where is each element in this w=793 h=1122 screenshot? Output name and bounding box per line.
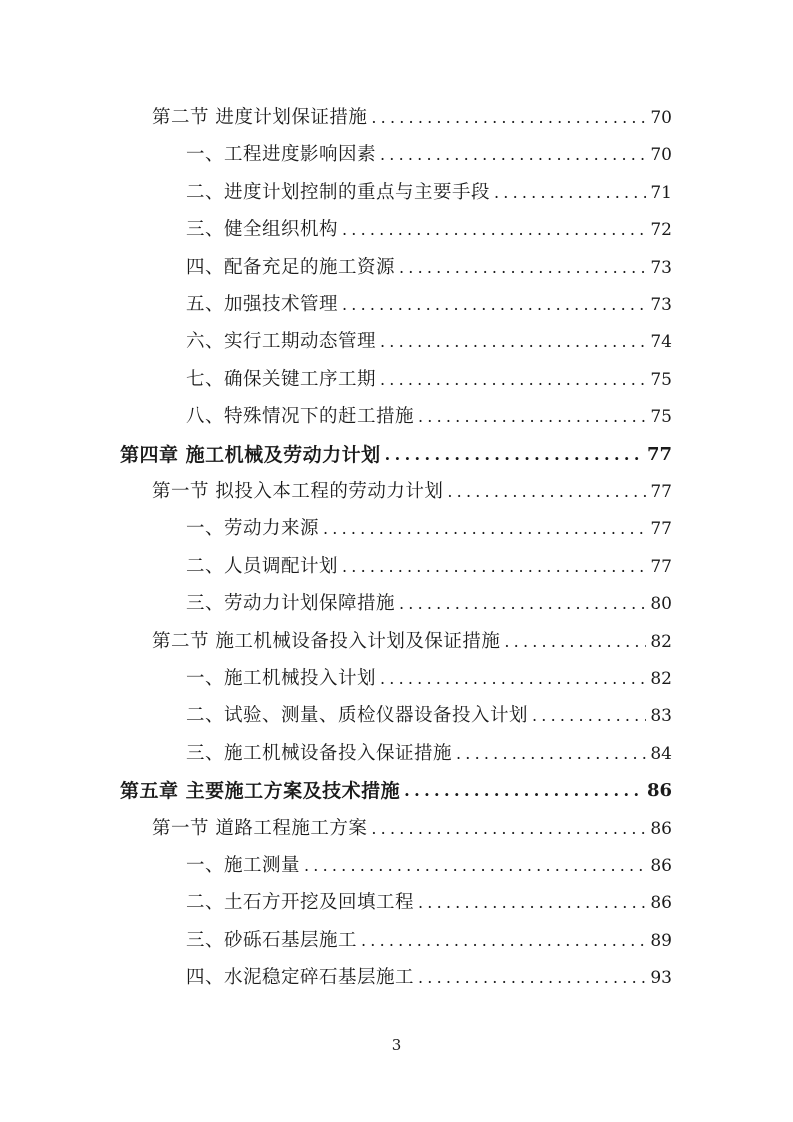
toc-item-entry[interactable]	[186, 399, 672, 435]
toc-leader-dots	[418, 399, 646, 435]
toc-item-entry[interactable]	[186, 175, 672, 211]
toc-item-entry[interactable]	[186, 960, 672, 996]
toc-leader-dots	[361, 923, 646, 959]
toc-entry-page: 72	[650, 220, 672, 241]
toc-entry-page: 75	[650, 369, 672, 390]
toc-entry-title: 第一节 拟投入本工程的劳动力计划	[152, 481, 444, 502]
toc-item-entry[interactable]	[186, 586, 672, 622]
toc-item-entry[interactable]	[186, 287, 672, 323]
toc-leader-dots	[371, 100, 646, 136]
toc-item-entry[interactable]	[186, 362, 672, 398]
toc-entry-title: 七、确保关键工序工期	[186, 368, 377, 390]
toc-entry-title: 三、劳动力计划保障措施	[186, 593, 396, 615]
toc-item-entry[interactable]	[186, 698, 672, 734]
toc-entry-title: 第二节 施工机械设备投入计划及保证措施	[152, 630, 501, 652]
toc-leader-dots	[385, 437, 643, 473]
toc-entry-page: 70	[650, 145, 672, 166]
toc-entry-page: 70	[650, 108, 672, 128]
toc-entry-title: 第二节 进度计划保证措施	[152, 107, 368, 128]
toc-item-entry[interactable]	[186, 736, 672, 772]
toc-entry-title: 二、土石方开挖及回填工程	[186, 892, 415, 914]
toc-entry-page: 77	[650, 482, 672, 502]
toc-entry-title: 六、实行工期动态管理	[186, 331, 377, 353]
toc-section-entry[interactable]	[152, 100, 672, 136]
toc-entry-page: 80	[650, 594, 672, 615]
toc-entry-page: 71	[650, 182, 672, 203]
toc-leader-dots	[371, 811, 646, 847]
toc-leader-dots	[380, 137, 646, 173]
toc-entry-title: 二、进度计划控制的重点与主要手段	[186, 181, 491, 203]
toc-item-entry[interactable]	[186, 923, 672, 959]
toc-item-entry[interactable]	[186, 511, 672, 547]
toc-entry-page: 75	[650, 407, 672, 428]
toc-leader-dots	[404, 773, 643, 809]
toc-entry-page: 84	[650, 743, 672, 764]
toc-entry-title: 五、加强技术管理	[186, 294, 339, 315]
toc-leader-dots	[494, 175, 646, 211]
toc-entry-title: 一、施工机械投入计划	[186, 668, 377, 689]
toc-entry-title: 一、工程进度影响因素	[186, 144, 377, 166]
toc-leader-dots	[380, 362, 646, 398]
toc-item-entry[interactable]	[186, 848, 672, 884]
toc-leader-dots	[399, 250, 646, 286]
toc-item-entry[interactable]	[186, 212, 672, 248]
toc-entry-page: 73	[650, 257, 672, 278]
toc-chapter-entry[interactable]	[120, 773, 672, 809]
toc-entry-page: 89	[650, 930, 672, 951]
toc-leader-dots	[532, 698, 646, 734]
toc-entry-page: 93	[650, 968, 672, 989]
toc-leader-dots	[323, 511, 646, 547]
toc-section-entry[interactable]	[152, 624, 672, 660]
toc-entry-title: 二、试验、测量、质检仪器设备投入计划	[186, 705, 529, 727]
toc-entry-title: 三、施工机械设备投入保证措施	[186, 742, 453, 764]
toc-entry-title: 第五章 主要施工方案及技术措施	[120, 780, 401, 803]
toc-entry-page: 86	[650, 893, 672, 914]
toc-leader-dots	[456, 736, 646, 772]
toc-entry-page: 86	[650, 856, 672, 876]
toc-item-entry[interactable]	[186, 661, 672, 697]
toc-entry-page: 86	[646, 780, 672, 802]
toc-entry-title: 四、配备充足的施工资源	[186, 256, 396, 278]
toc-entry-page: 82	[650, 631, 672, 652]
toc-item-entry[interactable]	[186, 885, 672, 921]
toc-leader-dots	[418, 960, 646, 996]
toc-section-entry[interactable]	[152, 474, 672, 510]
toc-entry-page: 74	[650, 332, 672, 353]
toc-entry-page: 83	[650, 706, 672, 727]
toc-entry-page: 77	[650, 519, 672, 540]
toc-item-entry[interactable]	[186, 324, 672, 360]
toc-leader-dots	[304, 848, 646, 884]
toc-entry-page: 86	[650, 818, 672, 839]
toc-leader-dots	[380, 324, 646, 360]
toc-entry-page: 73	[650, 295, 672, 315]
toc-entry-page: 77	[646, 443, 672, 465]
toc-item-entry[interactable]	[186, 137, 672, 173]
toc-leader-dots	[399, 586, 646, 622]
toc-entry-title: 八、特殊情况下的赶工措施	[186, 406, 415, 428]
toc-chapter-entry[interactable]	[120, 437, 672, 473]
toc-entry-page: 77	[650, 556, 672, 577]
toc-leader-dots	[380, 661, 646, 697]
toc-entry-title: 三、健全组织机构	[186, 219, 339, 241]
toc-item-entry[interactable]	[186, 549, 672, 585]
toc-entry-title: 第一节 道路工程施工方案	[152, 817, 368, 839]
toc-section-entry[interactable]	[152, 811, 672, 847]
toc-entry-page: 82	[650, 669, 672, 689]
toc-leader-dots	[342, 287, 646, 323]
toc-entry-title: 四、水泥稳定碎石基层施工	[186, 967, 415, 989]
toc-entry-title: 一、施工测量	[186, 855, 301, 876]
toc-leader-dots	[504, 624, 646, 660]
toc-leader-dots	[342, 549, 646, 585]
toc-leader-dots	[342, 212, 646, 248]
toc-entry-title: 一、劳动力来源	[186, 518, 320, 540]
toc-entry-title: 第四章 施工机械及劳动力计划	[120, 443, 381, 466]
toc-entry-title: 二、人员调配计划	[186, 555, 339, 577]
toc-item-entry[interactable]	[186, 250, 672, 286]
toc-entry-title: 三、砂砾石基层施工	[186, 929, 358, 951]
toc-leader-dots	[418, 885, 646, 921]
toc-leader-dots	[447, 474, 646, 510]
page-number: 3	[391, 1036, 402, 1054]
